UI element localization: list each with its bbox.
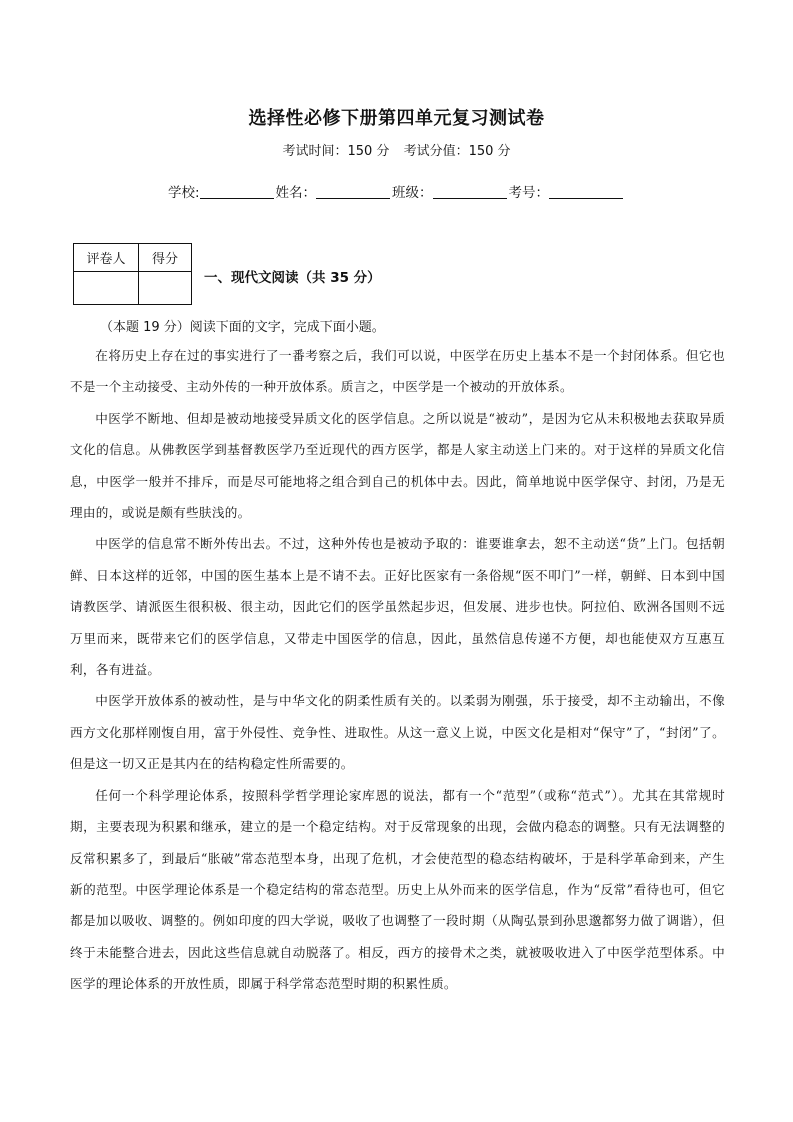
- name-field: [276, 181, 393, 201]
- grading-table: [73, 243, 192, 305]
- grader-cell[interactable]: [74, 272, 139, 305]
- school-blank[interactable]: [200, 184, 274, 199]
- passage-paragraph: 中医学不断地、但却是被动地接受异质文化的医学信息。之所以说是“被动”，是因为它从未积极地去获取异质文化的信息。从佛教医学到基督教医学乃至近现代的西方医学，都是人家主动送上门来的。对于这样的异质文化信息，中医学一般并不排斥，而是尽可能地将之组合到自己的机体中去。因此，简单地说中医学保守、封闭，乃是无理由的，或说是颇有些肤浅的。: [70, 410, 725, 521]
- section-title: 一、现代文阅读（共 35 分）: [204, 270, 381, 286]
- class-field: [392, 181, 509, 201]
- exam-meta: [0, 140, 793, 159]
- exam-number-label: 考号：: [508, 185, 550, 201]
- name-label: 姓名：: [275, 185, 317, 201]
- passage-paragraph: 中医学的信息常不断外传出去。不过，这种外传也是被动予取的：谁要谁拿去，恕不主动送“货”上门。包括朝鲜、日本这样的近邻，中国的医生基本上是不请不去。正好比医家有一条俗规“医不叩门”一样，朝鲜、日本到中国请教医学、请派医生很积极、很主动，因此它们的医学虽然起步迟，但发展、进步也快。阿拉伯、欧洲各国则不远万里而来，既带来它们的医学信息，又带走中国医学的信息，因此，虽然信息传递不方便，却也能使双方互惠互利，各有进益。: [70, 536, 725, 678]
- grader-header: 评卷人: [74, 244, 139, 272]
- school-field: [168, 181, 276, 201]
- exam-time: 考试时间：150 分: [282, 144, 390, 159]
- class-blank[interactable]: [433, 184, 507, 199]
- passage-paragraph: 中医学开放体系的被动性，是与中华文化的阴柔性质有关的。以柔弱为刚强，乐于接受，却不主动输出，不像西方文化那样刚愎自用，富于外侵性、竞争性、进取性。从这一意义上说，中医文化是相对“保守”了，“封闭”了。但是这一切又正是其内在的结构稳定性所需要的。: [70, 693, 725, 772]
- name-blank[interactable]: [316, 184, 390, 199]
- exam-number-field: [509, 181, 626, 201]
- passage-paragraph: 在将历史上存在过的事实进行了一番考察之后，我们可以说，中医学在历史上基本不是一个封闭体系。但它也不是一个主动接受、主动外传的一种开放体系。质言之，中医学是一个被动的开放体系。: [70, 348, 725, 395]
- question-instruction: （本题 19 分）阅读下面的文字，完成下面小题。: [100, 320, 385, 335]
- exam-number-blank[interactable]: [549, 184, 623, 199]
- reading-passage: [70, 340, 725, 1000]
- score-header: 得分: [139, 244, 192, 272]
- student-info-line: [0, 181, 793, 201]
- school-label: 学校:: [167, 185, 200, 201]
- score-cell[interactable]: [139, 272, 192, 305]
- passage-paragraph: 任何一个科学理论体系，按照科学哲学理论家库恩的说法，都有一个“范型”（或称“范式”）。尤其在其常规时期，主要表现为积累和继承，建立的是一个稳定结构。对于反常现象的出现，会做内稳态的调整。只有无法调整的反常积累多了，到最后“胀破”常态范型本身，出现了危机，才会使范型的稳态结构破坏，于是科学革命到来，产生新的范型。中医学理论体系是一个稳定结构的常态范型。历史上从外而来的医学信息，作为“反常”看待也可，但它都是加以吸收、调整的。例如印度的四大学说，吸收了也调整了一段时期（从陶弘景到孙思邈都努力做了调谐），但终于未能整合进去，因此这些信息就自动脱落了。相反，西方的接骨术之类，就被吸收进入了中医学范型体系。中医学的理论体系的开放性质，即属于科学常态范型时期的积累性质。: [70, 787, 725, 992]
- page-title: 选择性必修下册第四单元复习测试卷: [248, 108, 545, 129]
- exam-score: 考试分值：150 分: [403, 144, 511, 159]
- class-label: 班级：: [392, 185, 433, 201]
